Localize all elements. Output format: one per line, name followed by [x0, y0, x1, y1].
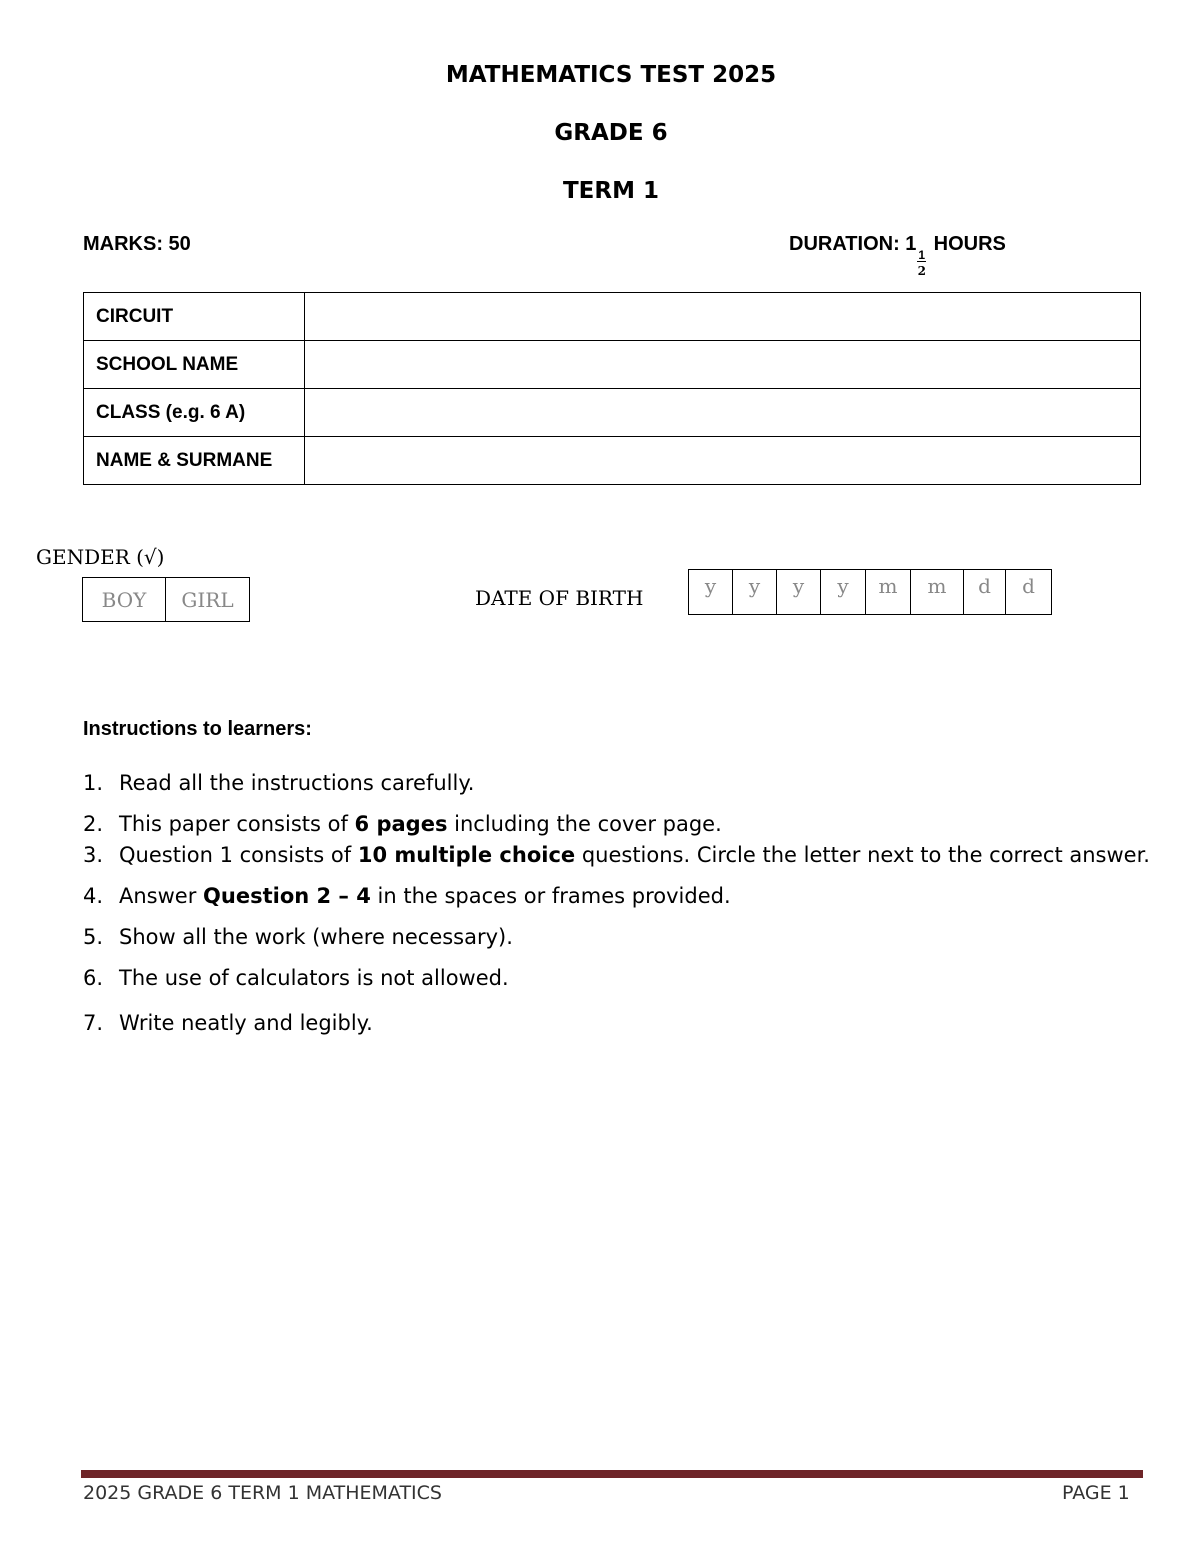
- dob-year-box[interactable]: y: [821, 570, 866, 614]
- footer-rule: [81, 1470, 1143, 1478]
- item-text: in the spaces or frames provided.: [370, 884, 731, 908]
- date-of-birth-boxes: [688, 569, 1052, 615]
- gender-girl-box[interactable]: GIRL: [181, 587, 234, 612]
- item-text-bold: 6 pages: [354, 812, 448, 836]
- gender-selector: [82, 577, 250, 622]
- circuit-field[interactable]: [305, 293, 1141, 341]
- instructions-heading: Instructions to learners:: [83, 718, 312, 740]
- dob-day-box[interactable]: d: [964, 570, 1006, 614]
- item-text: This paper consists of: [119, 812, 355, 836]
- list-item: [83, 924, 1153, 951]
- dob-year-box[interactable]: y: [777, 570, 821, 614]
- duration-prefix: DURATION: 1: [789, 233, 917, 255]
- item-number: 3.: [83, 843, 104, 867]
- item-number: 7.: [83, 1011, 104, 1035]
- duration-fraction: [917, 249, 926, 277]
- table-row: [84, 389, 1141, 437]
- item-text: Question 1 consists of: [119, 843, 358, 867]
- table-row: [84, 293, 1141, 341]
- list-item: [83, 883, 1153, 910]
- circuit-label: CIRCUIT: [84, 293, 305, 341]
- learner-info-table: [83, 292, 1141, 485]
- name-surname-label: NAME & SURMANE: [84, 437, 305, 485]
- instructions-list: [83, 770, 1153, 1037]
- dob-year-box[interactable]: y: [733, 570, 777, 614]
- gender-boy-box[interactable]: BOY: [83, 578, 166, 621]
- item-text: Write neatly and legibly.: [119, 1011, 373, 1035]
- item-number: 2.: [83, 812, 104, 836]
- table-row: [84, 341, 1141, 389]
- fraction-denominator: 2: [917, 264, 926, 278]
- dob-month-box[interactable]: m: [911, 570, 964, 614]
- item-number: 4.: [83, 884, 104, 908]
- class-label: CLASS (e.g. 6 A): [84, 389, 305, 437]
- item-text-bold: Question 2 – 4: [203, 884, 371, 908]
- school-name-field[interactable]: [305, 341, 1141, 389]
- list-item: [83, 842, 1153, 869]
- dob-year-box[interactable]: y: [689, 570, 733, 614]
- date-of-birth-label: DATE OF BIRTH: [475, 586, 644, 610]
- name-surname-field[interactable]: [305, 437, 1141, 485]
- class-field[interactable]: [305, 389, 1141, 437]
- term-heading: TERM 1: [562, 178, 659, 204]
- duration-suffix: HOURS: [933, 233, 1006, 255]
- footer-title: 2025 GRADE 6 TERM 1 MATHEMATICS: [83, 1482, 442, 1504]
- list-item: [83, 811, 1153, 838]
- item-text: including the cover page.: [447, 812, 722, 836]
- item-text: Show all the work (where necessary).: [119, 925, 513, 949]
- gender-label: GENDER (√): [36, 545, 165, 569]
- item-text: The use of calculators is not allowed.: [119, 966, 509, 990]
- grade-heading: GRADE 6: [554, 120, 668, 146]
- item-text: Answer: [119, 884, 204, 908]
- item-number: 5.: [83, 925, 104, 949]
- dob-month-box[interactable]: m: [866, 570, 911, 614]
- marks-label: MARKS: 50: [83, 233, 191, 255]
- item-text: questions. Circle the letter next to the correct answer.: [575, 843, 1150, 867]
- duration-label: [789, 233, 1006, 277]
- item-text: Read all the instructions carefully.: [119, 771, 475, 795]
- list-item: [83, 965, 1153, 992]
- item-number: 1.: [83, 771, 104, 795]
- fraction-numerator: 1: [918, 248, 926, 262]
- table-row: [84, 437, 1141, 485]
- dob-day-box[interactable]: d: [1022, 574, 1035, 598]
- page-number: PAGE 1: [1062, 1482, 1130, 1504]
- item-text-bold: 10 multiple choice: [357, 843, 576, 867]
- list-item: [83, 770, 1153, 797]
- school-name-label: SCHOOL NAME: [84, 341, 305, 389]
- list-item: [83, 1010, 1153, 1037]
- test-title: MATHEMATICS TEST 2025: [445, 62, 777, 88]
- item-number: 6.: [83, 966, 104, 990]
